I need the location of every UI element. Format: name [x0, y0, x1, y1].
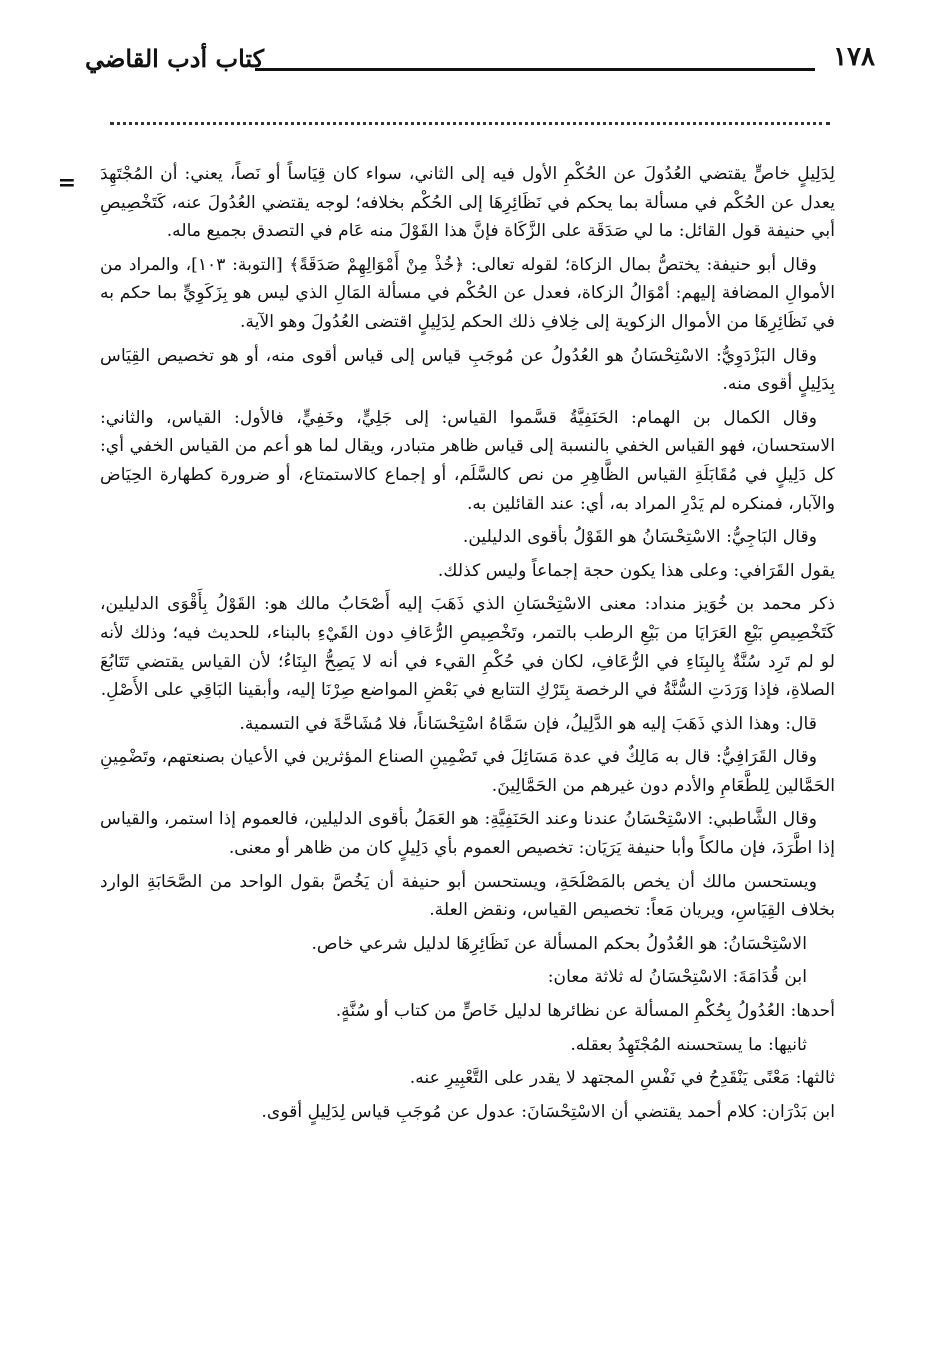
- definition-line: ابن قُدَامَةَ: الاسْتِحْسَانُ له ثلاثة معان:: [547, 967, 807, 988]
- page-header: [85, 38, 885, 88]
- page-number: ١٧٨: [833, 42, 875, 72]
- paragraph: وقال البَزْدَوِيُّ: الاسْتِحْسَانُ هو العُدُولُ عن مُوجَبِ قياس إلى قياس أقوى منه، أو هو تخصيص القِيَاس بِدَلِيلٍ أقوى منه.: [100, 345, 835, 395]
- definition-line: الاسْتِحْسَانُ: هو العُدُولُ بحكم المسألة عن نَظَائِرِهَا لدليل شرعي خاص.: [311, 933, 807, 954]
- paragraph: وقال القَرَافِيُّ: قال به مَالِكٌ في عدة مَسَائِلَ في تَضْمِينِ الصناع المؤثرين في الأعيان بصنعتهم، وتَضْمِينِ الحَمَّالين لِلطَّعَامِ والأدم دون غيرهم من الحَمَّالِينَ.: [100, 747, 835, 796]
- definition-line: ابن بَدْرَان: كلام أحمد يقتضي أن الاسْتِحْسَانَ: عدول عن مُوجَبِ قياس لِدَلِيلٍ أقوى.: [261, 1101, 835, 1122]
- paragraph: قال: وهذا الذي ذَهَبَ إليه هو الدَّلِيلُ، فإن سَمَّاهُ اسْتِحْسَاناً، فلا مُشَاحَّةَ في التسمية.: [239, 713, 817, 734]
- paragraph: ذكر محمد بن خُوَيز منداد: معنى الاسْتِحْسَانِ الذي ذَهَبَ إليه أَصْحَابُ مالك هو: القَوْلُ بِأَقْوَى الدليلين، كَتَخْصِيصِ بَيْعِ العَرَايَا من بَيْعِ الرطب بالتمر، وتَخْصِيصِ الرُّعَافِ دون القَيْءِ بالبناء، للحديث فيه؛ وذلك لأنه لو لم تَرِد سُنَّةٌ بِالبِنَاءِ في الرُّعَافِ، لكان في حُكْمِ القيء في أنه لا يَصِحُّ البِنَاءُ؛ لأن القياس يقتضي تَتَابُعَ الصلاةِ، فإذا وَرَدَتِ السُّنَّةُ في الرخصة بِتَرْكِ التتابع في بَعْضِ المواضع صِرْنَا إليه، وأبقينا البَاقِي على الأَصْلِ.: [100, 594, 835, 701]
- header-rule: [255, 68, 815, 71]
- paragraph: ويستحسن مالك أن يخص بالمَصْلَحَةِ، ويستحسن أبو حنيفة أن يَخُصَّ بقول الواحد من الصَّحَابَةِ الوارد بخلاف القِيَاسِ، ويريان مَعاً: تخصيص القياس، ونقض العلة.: [100, 871, 835, 921]
- definition-line: ثالثها: مَعْنًى يَنْقَدِحُ في نَفْسِ المجتهد لا يقدر على التَّعْبِيرِ عنه.: [409, 1068, 835, 1089]
- dotted-separator: [110, 122, 830, 125]
- paragraph: وقال الشَّاطبي: الاسْتِحْسَانُ عندنا وعند الحَنَفِيَّةِ: هو العَمَلُ بأقوى الدليلين، فالعموم إذا استمر، والقياس إذا اطَّرَدَ، فإن مالكاً وأبا حنيفة يَرَيَان: تخصيص العموم بأي دَلِيلٍ كان من ظاهر أو معنى.: [100, 809, 835, 859]
- paragraph: وقال البَاجِيُّ: الاسْتِحْسَانُ هو القَوْلُ بأقوى الدليلين.: [462, 527, 817, 548]
- page-body: [100, 160, 835, 1131]
- paragraph: يقول القَرَافي: وعلى هذا يكون حجة إجماعاً وليس كذلك.: [437, 560, 835, 581]
- paragraph: وقال الكمال بن الهمام: الحَنَفِيَّةُ قسَّموا القياس: إلى جَلِيٍّ، وخَفِيٍّ، فالأول: القياس، والثاني: الاستحسان، فهو القياس الخفي بالنسبة إلى قياس ظاهر متبادر، ويقال لما هو أعم من القياس الخفي أي: كل دَلِيلٍ في مُقَابَلَةِ القياس الظَّاهِرِ من نص كالسَّلَم، أو إجماع كالاستمتاع، أو ضرورة كطهارة الحِيَاض والآبار، فمنكره لم يَدْرِ المراد به، أي: عند القائلين به.: [100, 407, 835, 514]
- paragraph: لِدَلِيلٍ خاصٍّ يقتضي العُدُولَ عن الحُكْمِ الأول فيه إلى الثاني، سواء كان قِيَاساً أو نَصاً، يعني: أن المُجْتَهِدَ يعدل عن الحُكْم في مسألة بما يحكم في نَظَائِرِهَا إلى الحُكْم بخلافه؛ لوجه يقتضي العُدُولَ عنه، كَتَخْصِيصِ أبي حنيفة قول القائل: ما لي صَدَقَة على الزَّكَاة فإنَّ هذا القَوْلَ منه عَام في التصدق بجميع ماله.: [100, 164, 835, 242]
- running-title: كتاب أدب القاضي: [85, 44, 265, 73]
- continuation-mark: =: [57, 170, 76, 196]
- definition-line: أحدها: العُدُولُ بِحُكْمِ المسألة عن نظائرها لدليل خَاصٍّ من كتاب أو سُنَّةٍ.: [335, 1001, 835, 1022]
- definition-line: ثانيها: ما يستحسنه المُجْتَهِدُ بعقله.: [570, 1034, 807, 1055]
- paragraph: وقال أبو حنيفة: يختصُّ بمال الزكاة؛ لقوله تعالى: ﴿خُذْ مِنْ أَمْوَالِهِمْ صَدَقَةً﴾ [التوبة: ١٠٣]، والمراد من الأموالِ المضافة إليهم: أمْوَالُ الزكاة، فعدل عن الحُكْم في مسألة المَالِ الذي ليس هو بِزَكَوِيٍّ بما حكم به في نَظَائِرِهَا من الأموال الزكوية إلى خِلافِ ذلك الحكم لِدَلِيلٍ اقتضى العُدُولَ وهو الآية.: [100, 254, 835, 332]
